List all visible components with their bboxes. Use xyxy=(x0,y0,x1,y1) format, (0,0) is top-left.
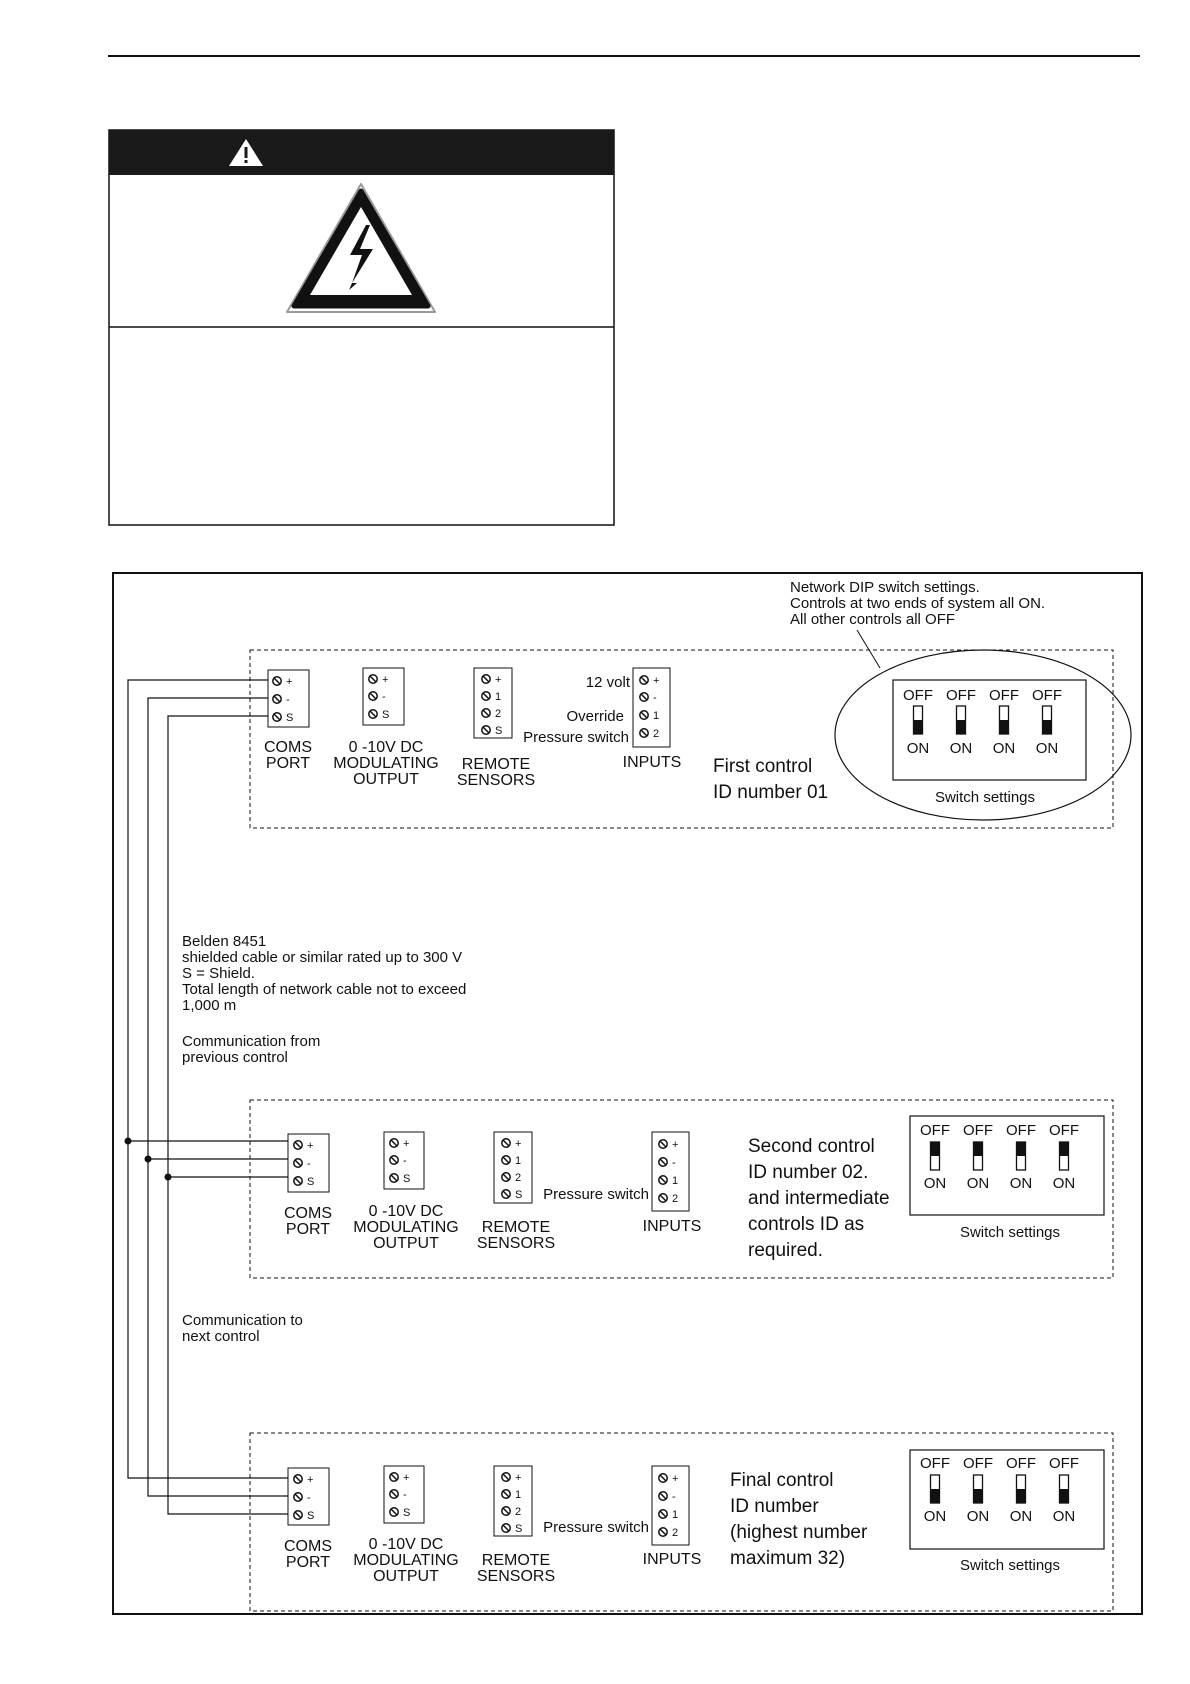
pressure-switch-label: Pressure switch xyxy=(523,729,629,746)
svg-text:S: S xyxy=(307,1510,315,1522)
svg-text:S: S xyxy=(286,712,294,724)
dip-switch xyxy=(963,1455,993,1525)
svg-text:1: 1 xyxy=(653,710,660,722)
inputs-terminal xyxy=(652,1466,689,1545)
svg-text:+: + xyxy=(307,1474,314,1486)
svg-text:PORT: PORT xyxy=(265,755,311,772)
screw-terminal-icon xyxy=(659,1158,667,1166)
dip-switch xyxy=(1049,1455,1079,1525)
screw-terminal-icon xyxy=(294,1159,302,1167)
cable-note-line-3: S = Shield. xyxy=(182,965,255,982)
svg-text:SENSORS: SENSORS xyxy=(476,1235,556,1252)
svg-text:REMOTE: REMOTE xyxy=(481,1552,551,1569)
dip-switch xyxy=(920,1455,950,1525)
screw-terminal-icon xyxy=(390,1473,398,1481)
screw-terminal-icon xyxy=(294,1177,302,1185)
svg-text:COMS: COMS xyxy=(264,739,312,756)
switch-caption: Switch settings xyxy=(959,1224,1061,1241)
screw-terminal-icon xyxy=(659,1140,667,1148)
network-note-line-3: All other controls all OFF xyxy=(790,611,956,628)
screw-terminal-icon xyxy=(369,692,377,700)
dip-switch-lever xyxy=(1017,1142,1026,1156)
control-description-line: ID number 01 xyxy=(713,782,829,803)
note-leader-line xyxy=(857,630,880,668)
dip-switch xyxy=(1049,1122,1079,1192)
screw-terminal-icon xyxy=(390,1508,398,1516)
remote-sensors-terminal xyxy=(474,668,512,738)
svg-text:S: S xyxy=(382,709,390,721)
dip-switch-on-label: ON xyxy=(966,1175,990,1192)
dip-switch-off-label: OFF xyxy=(1049,1455,1079,1472)
pressure-switch-label: Pressure switch xyxy=(543,1186,649,1203)
cable-wire-minus xyxy=(148,698,288,1496)
svg-text:S: S xyxy=(495,725,503,737)
dip-switch xyxy=(946,687,976,757)
svg-text:+: + xyxy=(672,1139,679,1151)
cable-note-line-2: shielded cable or similar rated up to 300 V xyxy=(182,949,463,966)
screw-terminal-icon xyxy=(502,1190,510,1198)
control-description-line: Final control xyxy=(730,1470,834,1491)
svg-text:INPUTS: INPUTS xyxy=(622,754,682,771)
dip-switch-lever xyxy=(931,1142,940,1156)
control-description-line: ID number 02. xyxy=(748,1162,869,1183)
svg-text:OUTPUT: OUTPUT xyxy=(353,771,419,788)
control-description-line: and intermediate xyxy=(748,1188,890,1209)
svg-text:+: + xyxy=(382,674,389,686)
dip-switch-on-label: ON xyxy=(923,1175,947,1192)
screw-terminal-icon xyxy=(390,1490,398,1498)
dip-switch-on-label: ON xyxy=(1052,1508,1076,1525)
svg-text:2: 2 xyxy=(653,728,660,740)
dip-switch-on-label: ON xyxy=(966,1508,990,1525)
screw-terminal-icon xyxy=(659,1492,667,1500)
dip-switch-lever xyxy=(974,1489,983,1503)
control-description-line: First control xyxy=(713,756,813,777)
dip-switch-off-label: OFF xyxy=(946,687,976,704)
control-description-line: Second control xyxy=(748,1136,875,1157)
dip-switch-on-label: ON xyxy=(1009,1175,1033,1192)
svg-text:COMS: COMS xyxy=(284,1205,332,1222)
dip-switch-on-label: ON xyxy=(1035,740,1059,757)
svg-text:0 -10V DC: 0 -10V DC xyxy=(348,739,424,756)
svg-text:MODULATING: MODULATING xyxy=(353,1219,459,1236)
comm-to-line-1: Communication to xyxy=(182,1312,303,1329)
warning-header-bar xyxy=(109,130,614,175)
screw-terminal-icon xyxy=(659,1510,667,1518)
override-label: Override xyxy=(566,708,624,725)
svg-text:+: + xyxy=(515,1472,522,1484)
screw-terminal-icon xyxy=(640,711,648,719)
cable-note-line-1: Belden 8451 xyxy=(182,933,267,950)
dip-switch xyxy=(903,687,933,757)
dip-switch-off-label: OFF xyxy=(1032,687,1062,704)
screw-terminal-icon xyxy=(502,1173,510,1181)
dip-switch xyxy=(1006,1455,1036,1525)
dip-switch xyxy=(963,1122,993,1192)
dip-switch-lever xyxy=(1000,720,1009,734)
screw-terminal-icon xyxy=(482,675,490,683)
svg-text:OUTPUT: OUTPUT xyxy=(373,1235,439,1252)
dip-switch-off-label: OFF xyxy=(903,687,933,704)
cable-wire-plus xyxy=(128,680,288,1478)
svg-text:REMOTE: REMOTE xyxy=(461,756,531,773)
svg-text:-: - xyxy=(286,694,290,706)
screw-terminal-icon xyxy=(294,1493,302,1501)
screw-terminal-icon xyxy=(659,1474,667,1482)
inputs-terminal xyxy=(652,1132,689,1211)
svg-text:S: S xyxy=(403,1507,411,1519)
screw-terminal-icon xyxy=(502,1156,510,1164)
network-note-line-1: Network DIP switch settings. xyxy=(790,579,980,596)
svg-text:2: 2 xyxy=(672,1527,679,1539)
svg-text:INPUTS: INPUTS xyxy=(642,1551,702,1568)
network-dip-note xyxy=(790,579,1045,668)
dip-switch-on-label: ON xyxy=(949,740,973,757)
svg-text:OUTPUT: OUTPUT xyxy=(373,1568,439,1585)
control-description-line: controls ID as xyxy=(748,1214,865,1235)
dip-switch-off-label: OFF xyxy=(1006,1122,1036,1139)
dip-switch-lever xyxy=(914,720,923,734)
screw-terminal-icon xyxy=(482,726,490,734)
svg-text:-: - xyxy=(307,1492,311,1504)
svg-text:+: + xyxy=(495,674,502,686)
svg-text:SENSORS: SENSORS xyxy=(476,1568,556,1585)
warning-box xyxy=(109,130,614,525)
dip-switch-on-label: ON xyxy=(906,740,930,757)
dip-switch-off-label: OFF xyxy=(920,1455,950,1472)
dip-switch-lever xyxy=(1060,1142,1069,1156)
control-description-line: (highest number xyxy=(730,1522,868,1543)
svg-text:COMS: COMS xyxy=(284,1538,332,1555)
control-description-line: ID number xyxy=(730,1496,819,1517)
svg-text:PORT: PORT xyxy=(285,1554,331,1571)
network-note-line-2: Controls at two ends of system all ON. xyxy=(790,595,1046,612)
control-description-line: required. xyxy=(748,1240,823,1261)
remote-sensors-terminal xyxy=(494,1132,532,1203)
svg-text:-: - xyxy=(672,1491,676,1503)
screw-terminal-icon xyxy=(502,1490,510,1498)
dip-switch-lever xyxy=(931,1489,940,1503)
svg-text:+: + xyxy=(403,1138,410,1150)
screw-terminal-icon xyxy=(273,695,281,703)
svg-text:SENSORS: SENSORS xyxy=(456,772,536,789)
dip-switch-lever xyxy=(957,720,966,734)
screw-terminal-icon xyxy=(502,1507,510,1515)
svg-text:-: - xyxy=(382,691,386,703)
screw-terminal-icon xyxy=(369,675,377,683)
twelve-volt-label: 12 volt xyxy=(585,674,630,691)
comm-from-line-2: previous control xyxy=(182,1049,288,1066)
screw-terminal-icon xyxy=(294,1475,302,1483)
svg-text:1: 1 xyxy=(495,691,502,703)
svg-text:2: 2 xyxy=(515,1172,522,1184)
svg-text:PORT: PORT xyxy=(285,1221,331,1238)
dip-switch-off-label: OFF xyxy=(963,1455,993,1472)
screw-terminal-icon xyxy=(390,1139,398,1147)
screw-terminal-icon xyxy=(390,1174,398,1182)
screw-terminal-icon xyxy=(482,709,490,717)
svg-text:1: 1 xyxy=(515,1489,522,1501)
screw-terminal-icon xyxy=(502,1524,510,1532)
dip-switch-off-label: OFF xyxy=(1049,1122,1079,1139)
dip-switch xyxy=(989,687,1019,757)
screw-terminal-icon xyxy=(294,1141,302,1149)
dip-switch-on-label: ON xyxy=(1052,1175,1076,1192)
dip-switch xyxy=(1032,687,1062,757)
svg-text:-: - xyxy=(403,1489,407,1501)
svg-text:+: + xyxy=(515,1138,522,1150)
svg-text:+: + xyxy=(307,1140,314,1152)
screw-terminal-icon xyxy=(369,710,377,718)
screw-terminal-icon xyxy=(390,1156,398,1164)
screw-terminal-icon xyxy=(273,677,281,685)
dip-switch xyxy=(1006,1122,1036,1192)
svg-text:-: - xyxy=(307,1158,311,1170)
dip-switch xyxy=(920,1122,950,1192)
dip-switch-off-label: OFF xyxy=(1006,1455,1036,1472)
svg-text:2: 2 xyxy=(672,1193,679,1205)
dip-switch-lever xyxy=(1043,720,1052,734)
screw-terminal-icon xyxy=(659,1528,667,1536)
comm-to-line-2: next control xyxy=(182,1328,260,1345)
svg-text:INPUTS: INPUTS xyxy=(642,1218,702,1235)
dip-switch-off-label: OFF xyxy=(920,1122,950,1139)
dip-switch-off-label: OFF xyxy=(989,687,1019,704)
screw-terminal-icon xyxy=(482,692,490,700)
dip-switch-on-label: ON xyxy=(992,740,1016,757)
dip-switch-off-label: OFF xyxy=(963,1122,993,1139)
cable-note-line-4: Total length of network cable not to exceed xyxy=(182,981,467,998)
svg-text:S: S xyxy=(515,1189,523,1201)
svg-text:+: + xyxy=(653,675,660,687)
switch-caption: Switch settings xyxy=(934,789,1036,806)
svg-text:0 -10V DC: 0 -10V DC xyxy=(368,1536,444,1553)
svg-text:-: - xyxy=(653,692,657,704)
svg-text:-: - xyxy=(403,1155,407,1167)
svg-text:1: 1 xyxy=(515,1155,522,1167)
switch-caption: Switch settings xyxy=(959,1557,1061,1574)
dip-switch-lever xyxy=(1060,1489,1069,1503)
screw-terminal-icon xyxy=(502,1473,510,1481)
cable-note-line-5: 1,000 m xyxy=(182,997,237,1014)
dip-switch-lever xyxy=(974,1142,983,1156)
screw-terminal-icon xyxy=(502,1139,510,1147)
svg-text:+: + xyxy=(672,1473,679,1485)
svg-text:+: + xyxy=(286,676,293,688)
screw-terminal-icon xyxy=(640,693,648,701)
screw-terminal-icon xyxy=(659,1176,667,1184)
comm-from-line-1: Communication from xyxy=(182,1033,321,1050)
svg-text:S: S xyxy=(403,1173,411,1185)
screw-terminal-icon xyxy=(640,676,648,684)
screw-terminal-icon xyxy=(659,1194,667,1202)
svg-text:2: 2 xyxy=(515,1506,522,1518)
svg-text:MODULATING: MODULATING xyxy=(333,755,439,772)
screw-terminal-icon xyxy=(294,1511,302,1519)
svg-text:2: 2 xyxy=(495,708,502,720)
junction-dot-plus xyxy=(125,1138,132,1145)
svg-text:S: S xyxy=(307,1176,315,1188)
screw-terminal-icon xyxy=(273,713,281,721)
svg-text:0 -10V DC: 0 -10V DC xyxy=(368,1203,444,1220)
junction-dot-shield xyxy=(165,1174,172,1181)
dip-switch-on-label: ON xyxy=(923,1508,947,1525)
cable-wire-shield xyxy=(168,716,288,1514)
inputs-terminal xyxy=(633,668,670,747)
svg-text:MODULATING: MODULATING xyxy=(353,1552,459,1569)
svg-text:-: - xyxy=(672,1157,676,1169)
svg-text:1: 1 xyxy=(672,1175,679,1187)
svg-text:+: + xyxy=(403,1472,410,1484)
remote-sensors-terminal xyxy=(494,1466,532,1536)
dip-switch-on-label: ON xyxy=(1009,1508,1033,1525)
network-cable-bus xyxy=(128,680,288,1514)
control-description-line: maximum 32) xyxy=(730,1548,846,1569)
dip-switch-lever xyxy=(1017,1489,1026,1503)
pressure-switch-label: Pressure switch xyxy=(543,1519,649,1536)
junction-dot-minus xyxy=(145,1156,152,1163)
svg-text:S: S xyxy=(515,1523,523,1535)
svg-text:REMOTE: REMOTE xyxy=(481,1219,551,1236)
screw-terminal-icon xyxy=(640,729,648,737)
svg-text:1: 1 xyxy=(672,1509,679,1521)
